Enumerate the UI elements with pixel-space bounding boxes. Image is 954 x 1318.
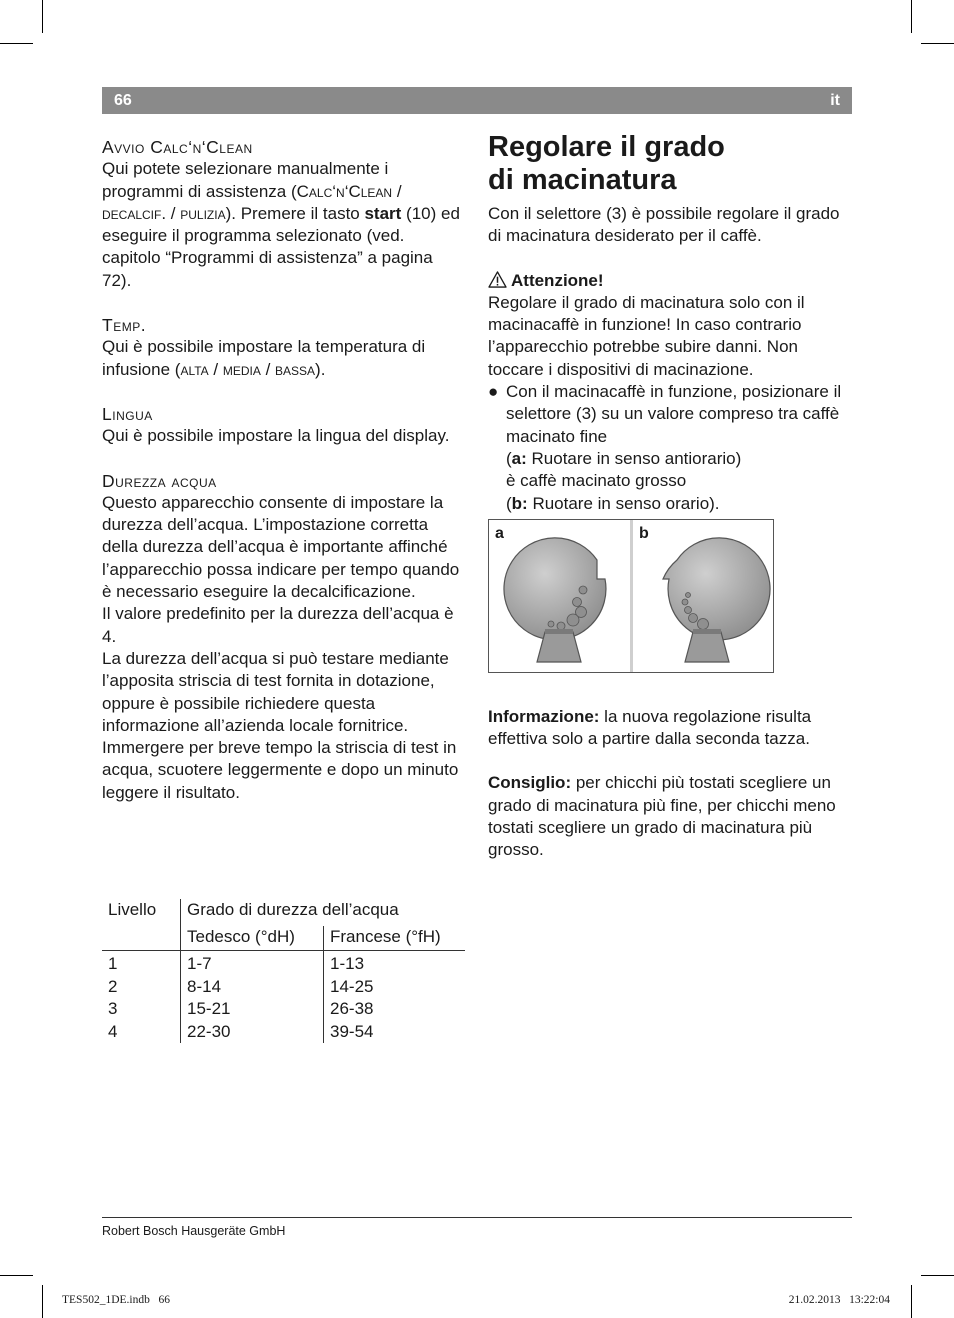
crop-mark: [911, 0, 912, 33]
tip-note: Consiglio: per chicchi più tostati scegliere un grado di macinatura più fine, per chicchi meno tostati scegliere un grado di macinatura più grosso.: [488, 773, 836, 860]
section-text-lingua: Qui è possibile impostare la lingua del display.: [102, 426, 450, 446]
slug-file: TES502_1DE.indb 66: [62, 1294, 170, 1306]
crop-mark: [42, 1285, 43, 1318]
section-text-calc-n-clean: Qui potete selezionare manualmente i programmi di assistenza (Calc‘n‘Clean / decalcif. / pulizia). Premere il tasto start (10) ed eseguire il programma selezionato (ved. capitolo “Programmi di assistenza” a pagina 72).: [102, 159, 460, 290]
table-header-level: Livello: [102, 899, 181, 926]
crop-mark: [911, 1285, 912, 1318]
paragraph: Immergere per breve tempo la striscia di test in acqua, scuotere leggermente e dopo un minuto leggere il risultato.: [102, 738, 459, 802]
warning-text: Regolare il grado di macinatura solo con il macinacaffè in funzione! In caso contrario l’apparecchio potrebbe subire danni. Non toccare i dispositivi di macinazione.: [488, 292, 805, 379]
intro-text: Con il selettore (3) è possibile regolare il grado di macinatura desiderato per il caffè.: [488, 204, 840, 246]
info-note: Informazione: la nuova regolazione risulta effettiva solo a partire dalla seconda tazza.: [488, 706, 812, 749]
list-item: ● Con il macinacaffè in funzione, posizionare il selettore (3) su un valore compreso tra caffè macinato fine (a: Ruotare in senso antiorario) è caffè macinato grosso (b: Ruotare in senso orario).: [488, 381, 850, 515]
section-text-temp: Qui è possibile impostare la temperatura di infusione (alta / media / bassa).: [102, 337, 426, 379]
grinder-dial-illustration-a: [489, 520, 630, 672]
slug-date: 21.02.2013 13:22:04: [788, 1294, 890, 1306]
table-row: 4 22-30 39-54: [102, 1021, 465, 1044]
table-header-group: Grado di durezza dell’acqua: [187, 900, 399, 919]
paragraph: La durezza dell’acqua si può testare mediante l’apposita striscia di test fornita in dotazione, oppure è possibile richiedere questa informazione all’azienda locale fornitrice.: [102, 648, 449, 735]
crop-mark: [921, 1275, 954, 1276]
section-title-temp: Temp.: [102, 315, 147, 336]
footer-company: Robert Bosch Hausgeräte GmbH: [102, 1224, 286, 1238]
paragraph: Questo apparecchio consente di impostare la durezza dell’acqua. L’impostazione corretta della durezza dell’acqua è importante affinché l’apparecchio possa indicare per tempo quando è necessario eseguire la decalcificazione.: [102, 492, 460, 602]
figure-label-b: b: [639, 524, 649, 542]
paragraph: Il valore predefinito per la durezza dell’acqua è 4.: [102, 604, 454, 646]
table-row: 1 1-7 1-13: [102, 951, 465, 976]
warning-icon: [488, 271, 507, 288]
section-title-lingua: Lingua: [102, 403, 153, 424]
crop-mark: [921, 43, 954, 44]
crop-mark: [0, 43, 33, 44]
table-header-de: Tedesco (°dH): [181, 926, 324, 951]
table-row: 3 15-21 26-38: [102, 998, 465, 1021]
table-row: 2 8-14 14-25: [102, 976, 465, 999]
right-column: [488, 131, 850, 862]
table-header-fr: Francese (°fH): [324, 926, 466, 951]
figure-label-a: a: [495, 524, 504, 542]
bullet-icon: ●: [488, 382, 499, 402]
section-title-durezza: Durezza acqua: [102, 470, 217, 491]
page-header-bar: [102, 87, 852, 114]
section-title-calc-n-clean: Avvio Calc‘n‘Clean: [102, 137, 253, 157]
grinder-figure: [488, 519, 774, 673]
page-title: Regolare il grado di macinatura: [488, 131, 725, 196]
left-column: [102, 136, 464, 804]
crop-mark: [0, 1275, 33, 1276]
crop-mark: [42, 0, 43, 33]
page-number: 66: [114, 92, 132, 109]
grinder-dial-illustration-b: [633, 520, 773, 672]
warning-heading: Attenzione!: [488, 270, 850, 292]
water-hardness-table: [102, 899, 465, 1043]
language-code: it: [830, 92, 840, 109]
footer-rule: [102, 1217, 852, 1218]
